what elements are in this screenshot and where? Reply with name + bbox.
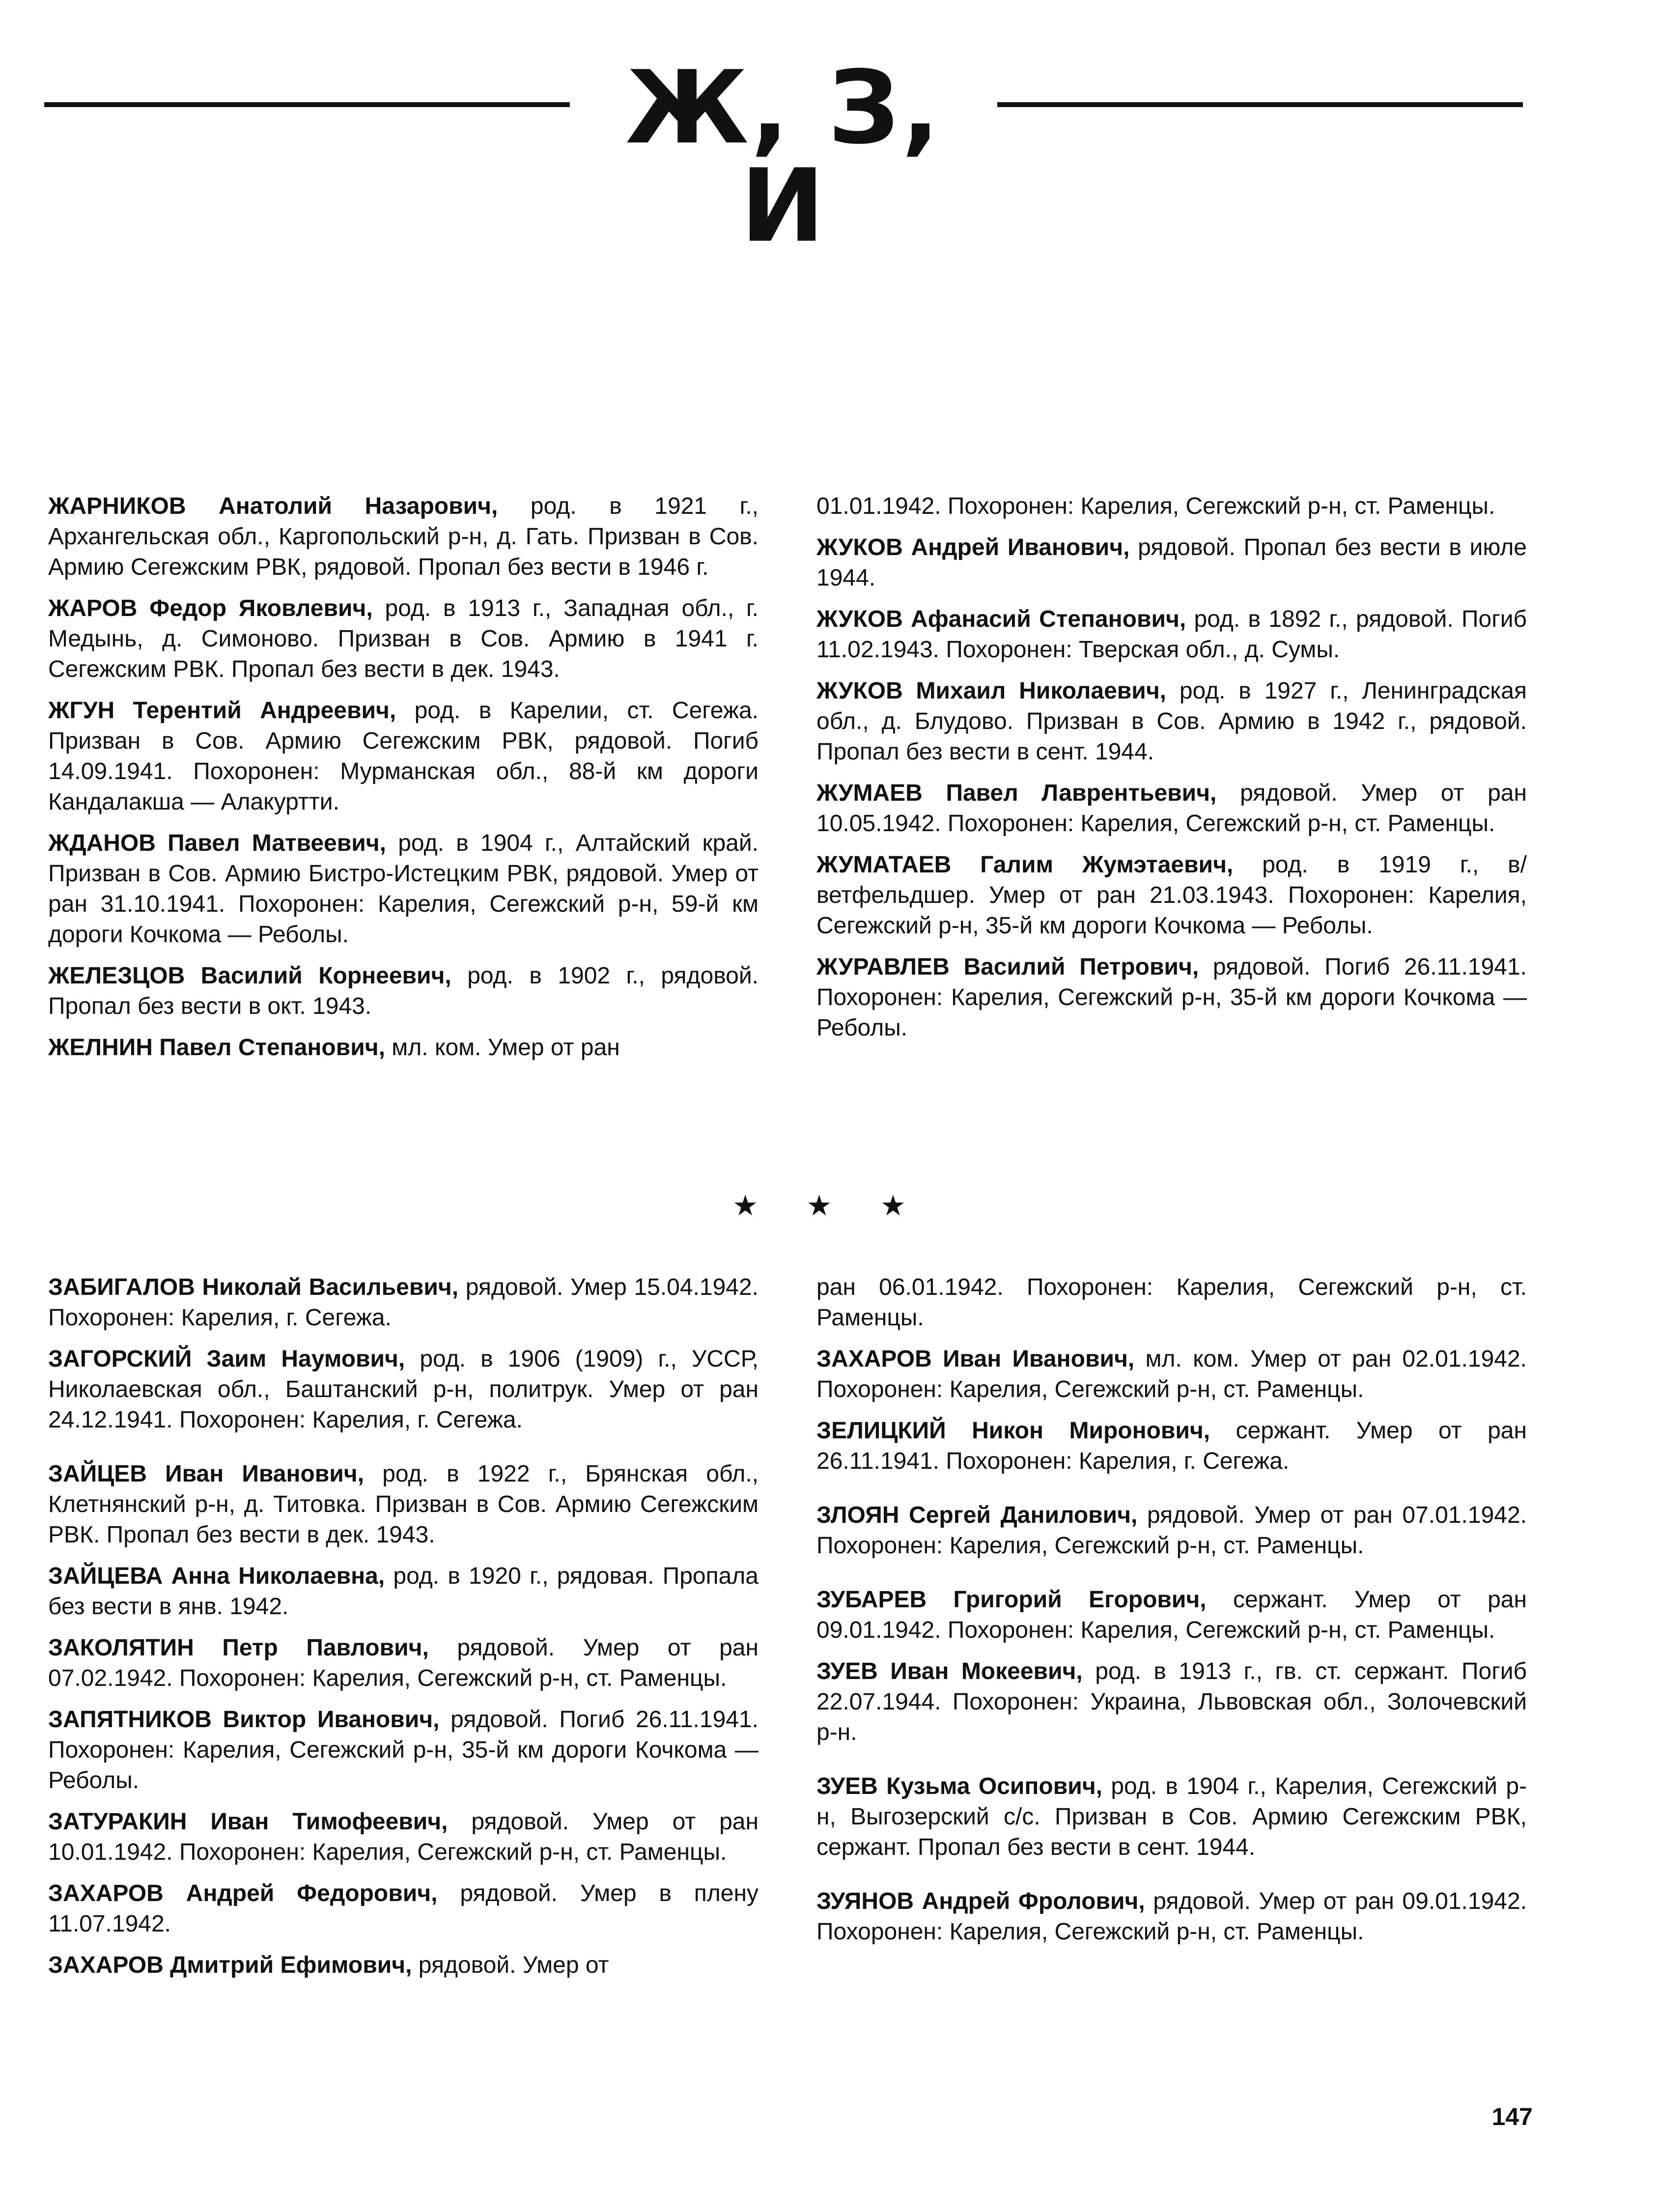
entry	[816, 1886, 1527, 1947]
entry-text: род. в Карелии, ст. Сегежа. Призван в Сов. Армию Сегежским РВК, рядовой. Погиб 14.09.1941. Похоронен: Мурманская обл., 88-й км дороги Кандалакша — Алакуртти.	[48, 698, 759, 815]
entry-text: сержант. Умер от ран 26.11.1941. Похоронен: Карелия, г. Сегежа.	[816, 1418, 1527, 1474]
section-header	[44, 50, 1523, 265]
entry-name: ЖАРНИКОВ Анатолий Назарович,	[48, 493, 498, 519]
entry-name: ЗАБИГАЛОВ Николай Васильевич,	[48, 1274, 459, 1300]
header-rule-right	[997, 102, 1523, 107]
entry-text: род. в 1904 г., Алтайский край. Призван в Сов. Армию Бистро-Истецким РВК, рядовой. Умер от ран 31.10.1941. Похоронен: Карелия, Сегежский р-н, 59-й км дороги Кочкома — Реболы.	[48, 830, 759, 948]
entry-name: ЖУКОВ Афанасий Степанович,	[816, 606, 1186, 632]
entry	[816, 1344, 1527, 1405]
entry-text: род. в 1922 г., Брянская обл., Клетнянский р-н, д. Титовка. Призван в Сов. Армию Сегежским РВК. Пропал без вести в дек. 1943.	[48, 1461, 759, 1548]
entry-text: род. в 1927 г., Ленинградская обл., д. Блудово. Призван в Сов. Армию в 1942 г., рядовой. Пропал без вести в сент. 1944.	[816, 678, 1527, 765]
entry	[816, 952, 1527, 1043]
entry-name: ЗУЕВ Иван Мокеевич,	[816, 1658, 1083, 1684]
entry-name: ЗЛОЯН Сергей Данилович,	[816, 1502, 1138, 1528]
entry-text: мл. ком. Умер от ран 02.01.1942. Похоронен: Карелия, Сегежский р-н, ст. Раменцы.	[816, 1346, 1527, 1402]
entry	[816, 1656, 1527, 1748]
entry	[48, 1561, 759, 1622]
entry	[816, 1416, 1527, 1477]
section-letters: Ж, З, И	[625, 50, 942, 265]
entry	[816, 778, 1527, 839]
entry-name: ЗАЙЦЕВ Иван Иванович,	[48, 1461, 365, 1487]
entry-text: 01.01.1942. Похоронен: Карелия, Сегежский р-н, ст. Раменцы.	[816, 493, 1495, 519]
entry	[48, 1459, 759, 1550]
entry-text: рядовой. Умер от ран 07.02.1942. Похоронен: Карелия, Сегежский р-н, ст. Раменцы.	[48, 1635, 759, 1691]
entry-text: рядовой. Умер от ран 10.01.1942. Похоронен: Карелия, Сегежский р-н, ст. Раменцы.	[48, 1809, 759, 1865]
entry	[48, 1950, 759, 1981]
entry	[816, 604, 1527, 665]
entry	[48, 491, 759, 583]
entry	[48, 696, 759, 817]
entry-text: род. в 1892 г., рядовой. Погиб 11.02.1943. Похоронен: Тверская обл., д. Сумы.	[816, 606, 1527, 663]
entry-name: ЖЕЛНИН Павел Степанович,	[48, 1035, 385, 1061]
entry	[48, 593, 759, 685]
entry	[48, 1633, 759, 1694]
entry-name: ЖУКОВ Андрей Иванович,	[816, 534, 1130, 560]
entry-text: мл. ком. Умер от ран	[385, 1035, 620, 1061]
entry-text: род. в 1919 г., в/ветфельдшер. Умер от ран 21.03.1943. Похоронен: Карелия, Сегежский р-н, 35-й км дороги Кочкома — Реболы.	[816, 852, 1527, 939]
entry-name: ЗАХАРОВ Иван Иванович,	[816, 1346, 1135, 1372]
entry-text: рядовой. Умер от	[412, 1952, 609, 1978]
entry-text: рядовой. Умер в плену 11.07.1942.	[48, 1880, 759, 1937]
entry	[48, 961, 759, 1022]
entry-text: ран 06.01.1942. Похоронен: Карелия, Сегежский р-н, ст. Раменцы.	[816, 1274, 1527, 1331]
entry-text: род. в 1902 г., рядовой. Пропал без вести в окт. 1943.	[48, 963, 759, 1019]
entry	[816, 850, 1527, 941]
entry-text: рядовой. Погиб 26.11.1941. Похоронен: Карелия, Сегежский р-н, 35-й км дороги Кочкома — Реболы.	[816, 954, 1527, 1041]
entry	[816, 1771, 1527, 1863]
entry-name: ЖДАНОВ Павел Матвеевич,	[48, 830, 386, 856]
entry	[48, 1705, 759, 1796]
entry-name: ЖЕЛЕЗЦОВ Василий Корнеевич,	[48, 963, 451, 989]
entry-name: ЗАХАРОВ Дмитрий Ефимович,	[48, 1952, 412, 1978]
entry-text: род. в 1906 (1909) г., УССР, Николаевская обл., Баштанский р-н, политрук. Умер от ран 24.12.1941. Похоронен: Карелия, г. Сегежа.	[48, 1346, 759, 1433]
entry-text: сержант. Умер от ран 09.01.1942. Похоронен: Карелия, Сегежский р-н, ст. Раменцы.	[816, 1587, 1527, 1643]
entry-name: ЖАРОВ Федор Яковлевич,	[48, 595, 373, 621]
entry	[48, 828, 759, 950]
entry-text: рядовой. Пропал без вести в июле 1944.	[816, 534, 1527, 591]
entry-name: ЖУМАЕВ Павел Лаврентьевич,	[816, 780, 1217, 806]
entry-name: ЖГУН Терентий Андреевич,	[48, 698, 396, 724]
entry-text: рядовой. Умер 15.04.1942. Похоронен: Карелия, г. Сегежа.	[48, 1274, 759, 1331]
entry	[48, 1878, 759, 1939]
entry-name: ЗУЯНОВ Андрей Фролович,	[816, 1888, 1145, 1914]
entry-text: род. в 1904 г., Карелия, Сегежский р-н, Выгозерский с/с. Призван в Сов. Армию Сегежским РВК, сержант. Пропал без вести в сент. 1944.	[816, 1773, 1527, 1860]
entry-text: рядовой. Погиб 26.11.1941. Похоронен: Карелия, Сегежский р-н, 35-й км дороги Кочкома — Реболы.	[48, 1707, 759, 1793]
entry-text: род. в 1920 г., рядовая. Пропала без вести в янв. 1942.	[48, 1563, 759, 1620]
column-right	[816, 491, 1527, 1054]
entry-text: рядовой. Умер от ран 09.01.1942. Похоронен: Карелия, Сегежский р-н, ст. Раменцы.	[816, 1888, 1527, 1945]
column-left	[48, 491, 759, 1074]
column-left	[48, 1272, 759, 1991]
column-right	[816, 1272, 1527, 1958]
entry	[816, 1585, 1527, 1646]
entry-name: ЖУКОВ Михаил Николаевич,	[816, 678, 1167, 704]
entry-text: род. в 1913 г., гв. ст. сержант. Погиб 22.07.1944. Похоронен: Украина, Львовская обл., Золочевский р-н.	[816, 1658, 1527, 1745]
page-number: 147	[1491, 2103, 1533, 2130]
header-rule-left	[44, 102, 570, 107]
entry	[48, 1807, 759, 1868]
entry-name: ЗАТУРАКИН Иван Тимофеевич,	[48, 1809, 448, 1835]
entry-continuation	[816, 491, 1527, 522]
entry-name: ЗАЙЦЕВА Анна Николаевна,	[48, 1563, 385, 1589]
entry-text: рядовой. Умер от ран 07.01.1942. Похоронен: Карелия, Сегежский р-н, ст. Раменцы.	[816, 1502, 1527, 1559]
entry-name: ЗАГОРСКИЙ Заим Наумович,	[48, 1346, 405, 1372]
entry-text: рядовой. Умер от ран 10.05.1942. Похоронен: Карелия, Сегежский р-н, ст. Раменцы.	[816, 780, 1527, 837]
entry	[48, 1272, 759, 1333]
entry-name: ЗЕЛИЦКИЙ Никон Миронович,	[816, 1418, 1210, 1444]
entry-name: ЖУРАВЛЕВ Василий Петрович,	[816, 954, 1199, 980]
entry-name: ЗАКОЛЯТИН Петр Павлович,	[48, 1635, 429, 1661]
entry-name: ЖУМАТАЕВ Галим Жумэтаевич,	[816, 852, 1234, 878]
entry-name: ЗУБАРЕВ Григорий Егорович,	[816, 1587, 1207, 1613]
entry	[48, 1344, 759, 1435]
entry-text: род. в 1913 г., Западная обл., г. Медынь, д. Симоново. Призван в Сов. Армию в 1941 г. Сегежским РВК. Пропал без вести в дек. 1943.	[48, 595, 759, 682]
section-divider-stars: ★ ★ ★	[732, 1189, 926, 1222]
entry	[816, 1500, 1527, 1561]
entry	[48, 1033, 759, 1063]
entry	[816, 676, 1527, 767]
entry-continuation	[816, 1272, 1527, 1333]
entry-text: род. в 1921 г., Архангельская обл., Каргопольский р-н, д. Гать. Призван в Сов. Армию Сегежским РВК, рядовой. Пропал без вести в 1946 г.	[48, 493, 759, 580]
entry-name: ЗАХАРОВ Андрей Федорович,	[48, 1880, 438, 1906]
entry-name: ЗУЕВ Кузьма Осипович,	[816, 1773, 1102, 1799]
entry	[816, 532, 1527, 593]
entry-name: ЗАПЯТНИКОВ Виктор Иванович,	[48, 1707, 440, 1733]
